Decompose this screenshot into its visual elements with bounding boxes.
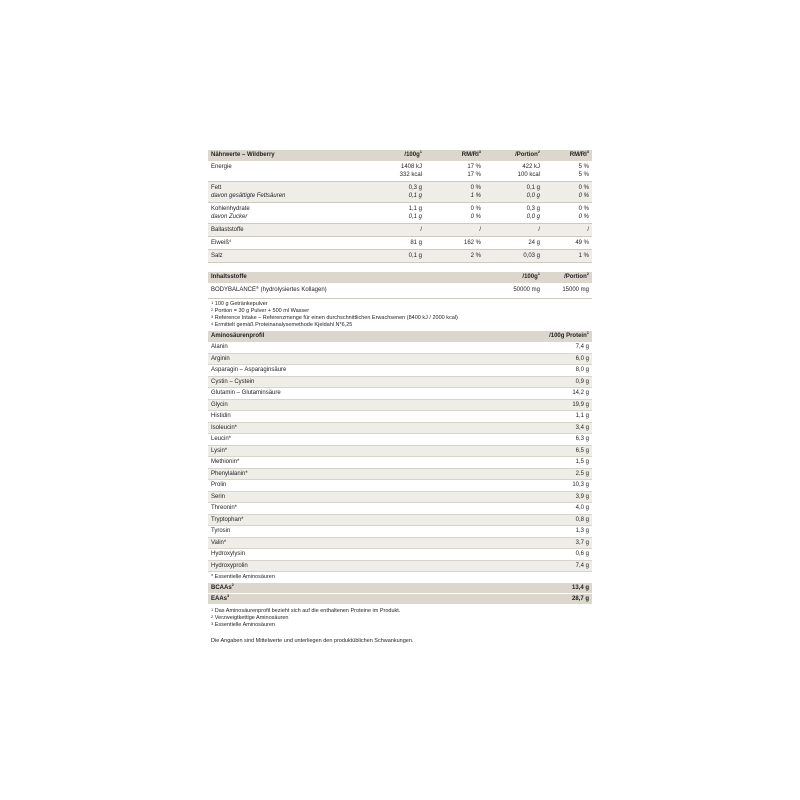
essential-note-row — [208, 572, 592, 584]
nutrient-value-secondary: 100 kcal — [517, 172, 540, 178]
amino-header-row — [208, 331, 592, 342]
ingredients-header-label — [208, 272, 484, 283]
amino-value: 0,6 g — [528, 549, 592, 561]
nutrient-value-cell — [425, 250, 484, 263]
nutrition-row — [208, 237, 592, 250]
amino-value: 6,5 g — [528, 445, 592, 457]
footnote-ref: 3 — [478, 150, 481, 154]
nutrient-value-secondary: 0,0 g — [526, 193, 540, 199]
amino-row — [208, 468, 592, 480]
amino-value: 1,1 g — [528, 411, 592, 423]
nutrient-name: Salz — [211, 253, 223, 259]
ingredient-per100g: 50000 mg — [484, 283, 543, 299]
nutrient-value: 0,03 g — [523, 253, 540, 259]
ingredient-portion: 15000 mg — [543, 283, 592, 299]
amino-name: Histidin — [208, 411, 528, 423]
nutrient-value: 1 % — [578, 253, 589, 259]
header-text: RM/RI — [569, 152, 587, 158]
footnote-ref: 1 — [537, 272, 540, 276]
nutrient-value-cell — [543, 161, 592, 182]
summary-label — [208, 594, 528, 605]
nutrient-subname: davon Zucker — [211, 214, 248, 220]
amino-name: Prolin — [208, 480, 528, 492]
summary-value: 13,4 g — [528, 583, 592, 594]
nutrient-label — [208, 250, 366, 263]
amino-name: Threonin* — [208, 503, 528, 515]
amino-row — [208, 411, 592, 423]
amino-value: 7,4 g — [528, 342, 592, 353]
amino-value: 2,5 g — [528, 468, 592, 480]
amino-value: 1,5 g — [528, 457, 592, 469]
nutrition-header-row — [208, 150, 592, 161]
footnote — [208, 308, 592, 315]
amino-name: Serin — [208, 491, 528, 503]
amino-row — [208, 422, 592, 434]
nutrition-header-portion — [484, 150, 543, 161]
summary-name: BCAAs — [211, 585, 232, 591]
amino-name: Hydroxylysin — [208, 549, 528, 561]
amino-acid-table — [208, 331, 592, 605]
nutrient-value-secondary: 0 % — [578, 214, 589, 220]
nutrient-value-cell — [484, 182, 543, 203]
essential-note: * Essentielle Aminosäuren — [211, 574, 275, 580]
footnote-ref: 4 — [229, 238, 232, 243]
nutrient-value: 17 % — [467, 164, 481, 170]
nutrient-value: 0 % — [578, 185, 589, 191]
nutrient-value: 0,1 g — [526, 185, 540, 191]
nutrient-value: 0,3 g — [526, 206, 540, 212]
nutrient-value: 49 % — [575, 240, 589, 246]
nutrient-value-cell — [425, 237, 484, 250]
nutrient-value-cell — [425, 161, 484, 182]
nutrient-value: 24 g — [528, 240, 540, 246]
amino-row — [208, 457, 592, 469]
footnote-text: Das Aminosäurenprofil bezieht sich auf die enthaltenen Proteine im Produkt. — [214, 608, 401, 614]
footnote — [208, 622, 592, 629]
amino-row — [208, 503, 592, 515]
nutrient-value-cell — [366, 237, 425, 250]
amino-name: Glycin — [208, 399, 528, 411]
ingredients-table — [208, 272, 592, 299]
amino-name: Leucin* — [208, 434, 528, 446]
nutrient-value-cell — [366, 203, 425, 224]
nutrient-value-cell — [543, 250, 592, 263]
header-text: /100g — [522, 274, 538, 280]
nutrient-value-cell — [484, 250, 543, 263]
nutrient-value-secondary: 5 % — [578, 172, 589, 178]
nutrient-value: 81 g — [410, 240, 422, 246]
header-text: /100g — [404, 152, 420, 158]
amino-row — [208, 388, 592, 400]
amino-name: Methionin* — [208, 457, 528, 469]
nutrient-value: 0 % — [470, 206, 481, 212]
nutrient-label — [208, 182, 366, 203]
nutrient-value-secondary: 0,1 g — [408, 193, 422, 199]
footnote-ref: 1 — [419, 150, 422, 154]
footnote-text: Verzweigtkettige Aminosäuren — [214, 615, 289, 621]
ingredients-header-portion — [543, 272, 592, 283]
nutrient-label — [208, 203, 366, 224]
nutrient-value-cell — [366, 161, 425, 182]
header-text: Aminosäurenprofil — [211, 333, 265, 339]
amino-name: Lysin* — [208, 445, 528, 457]
footnote-number: 4 — [211, 321, 214, 326]
nutrition-row — [208, 182, 592, 203]
nutrition-header-label — [208, 150, 366, 161]
nutrient-value-secondary: 332 kcal — [399, 172, 422, 178]
nutrient-subname: davon gesättigte Fettsäuren — [211, 193, 286, 199]
nutrient-value-secondary: 0 % — [578, 193, 589, 199]
header-text: /Portion — [515, 152, 538, 158]
amino-value: 8,0 g — [528, 365, 592, 377]
footnote-number: 1 — [211, 300, 214, 305]
nutrient-value-cell — [484, 237, 543, 250]
footnote-ref: 2 — [586, 272, 589, 276]
header-text: /100g Protein — [549, 333, 587, 339]
nutrient-value-cell — [366, 250, 425, 263]
ingredient-name: BODYBALANCE — [211, 287, 257, 293]
footnote — [208, 615, 592, 622]
amino-value: 0,9 g — [528, 376, 592, 388]
amino-row — [208, 560, 592, 572]
nutrition-sheet — [208, 150, 592, 645]
nutrient-label — [208, 161, 366, 182]
nutrient-value-cell — [484, 224, 543, 237]
nutrition-row — [208, 224, 592, 237]
nutrient-name: Kohlenhydrate — [211, 206, 250, 212]
summary-value: 28,7 g — [528, 594, 592, 605]
nutrient-value-secondary: 17 % — [467, 172, 481, 178]
nutrition-header-ri2 — [543, 150, 592, 161]
nutrient-value-cell — [543, 203, 592, 224]
header-text: Nährwerte – Wildberry — [211, 152, 275, 158]
nutrient-value-cell — [543, 182, 592, 203]
nutrient-value: 1,1 g — [408, 206, 422, 212]
footnote-ref: 3 — [586, 150, 589, 154]
nutrient-value: 0 % — [578, 206, 589, 212]
summary-label — [208, 583, 528, 594]
nutrient-name: Energie — [211, 164, 232, 170]
footnote-number: 2 — [211, 307, 214, 312]
ingredient-label — [208, 283, 484, 299]
amino-name: Alanin — [208, 342, 528, 353]
header-text: /Portion — [564, 274, 587, 280]
summary-name: EAAs — [211, 596, 228, 602]
amino-summary-row — [208, 583, 592, 594]
footnote-number: 3 — [211, 314, 214, 319]
nutrient-value-cell — [425, 182, 484, 203]
amino-name: Valin* — [208, 537, 528, 549]
disclaimer-text: Die Angaben sind Mittelwerte und unterliegen den produktüblichen Schwankungen. — [211, 638, 414, 644]
footnote — [208, 301, 592, 308]
footnote-number: 1 — [211, 607, 214, 612]
nutrient-value: 2 % — [470, 253, 481, 259]
header-text: Inhaltsstoffe — [211, 274, 247, 280]
ingredients-header-per100g — [484, 272, 543, 283]
amino-row — [208, 537, 592, 549]
nutrition-row — [208, 161, 592, 182]
nutrient-value-cell — [366, 182, 425, 203]
amino-row — [208, 365, 592, 377]
footnote-text: Ermittelt gemäß Proteinanalysemethode Kjeldahl N*6,25 — [214, 322, 353, 328]
footnote-number: 3 — [211, 621, 214, 626]
nutrient-value: / — [479, 227, 481, 233]
nutrient-value-secondary: 0,1 g — [408, 214, 422, 220]
footnote-ref: 2 — [537, 150, 540, 154]
nutrient-value: / — [587, 227, 589, 233]
registered-mark: ® — [256, 285, 259, 290]
amino-name: Arginin — [208, 353, 528, 365]
nutrient-name: Fett — [211, 185, 222, 191]
footnote-ref: 1 — [586, 331, 589, 335]
amino-value: 6,3 g — [528, 434, 592, 446]
amino-value: 19,9 g — [528, 399, 592, 411]
nutrient-value-secondary: 0 % — [470, 214, 481, 220]
footnote — [208, 608, 592, 615]
amino-row — [208, 549, 592, 561]
nutrient-name: Ballaststoffe — [211, 227, 244, 233]
amino-value: 3,4 g — [528, 422, 592, 434]
amino-value: 4,0 g — [528, 503, 592, 515]
nutrient-value: 0,3 g — [408, 185, 422, 191]
amino-row — [208, 491, 592, 503]
nutrient-value: 5 % — [578, 164, 589, 170]
footnote-text: Reference Intake – Referenzmenge für einen durchschnittlichen Erwachsenen (8400 kJ / 2000 kcal) — [214, 315, 458, 321]
amino-name: Hydroxyprolin — [208, 560, 528, 572]
footnote-ref: 2 — [231, 583, 234, 587]
amino-row — [208, 445, 592, 457]
nutrient-value-cell — [543, 237, 592, 250]
nutrient-value: / — [420, 227, 422, 233]
nutrition-header-ri1 — [425, 150, 484, 161]
amino-name: Cystin – Cystein — [208, 376, 528, 388]
footnotes-top — [208, 301, 592, 329]
nutrient-value: 422 kJ — [522, 164, 540, 170]
nutrition-row — [208, 250, 592, 263]
footnote — [208, 315, 592, 322]
ingredients-header-row — [208, 272, 592, 283]
nutrient-value-cell — [425, 203, 484, 224]
footnote-ref: 3 — [227, 593, 230, 598]
nutrient-value: / — [538, 227, 540, 233]
nutrient-value-cell — [366, 224, 425, 237]
footnote — [208, 322, 592, 329]
amino-value: 3,9 g — [528, 491, 592, 503]
footnotes-bottom — [208, 608, 592, 629]
nutrient-value: 0 % — [470, 185, 481, 191]
amino-row — [208, 514, 592, 526]
footnote-text: Portion = 30 g Pulver + 500 ml Wasser — [214, 308, 310, 314]
ingredient-desc: (hydrolysiertes Kollagen) — [258, 287, 327, 293]
nutrient-name: Eiweiß — [211, 240, 230, 246]
footnote-text: Essentielle Aminosäuren — [214, 622, 275, 628]
amino-value: 14,2 g — [528, 388, 592, 400]
amino-value: 1,3 g — [528, 526, 592, 538]
amino-header-per100g-protein — [528, 331, 592, 342]
nutrient-label — [208, 237, 366, 250]
amino-summary-row — [208, 594, 592, 605]
amino-name: Asparagin – Asparaginsäure — [208, 365, 528, 377]
amino-value: 3,7 g — [528, 537, 592, 549]
nutrition-table — [208, 150, 592, 263]
amino-header-label — [208, 331, 528, 342]
nutrient-value: 162 % — [463, 240, 481, 246]
amino-value: 0,8 g — [528, 514, 592, 526]
nutrient-value-secondary: 0,0 g — [526, 214, 540, 220]
footnote-text: 100 g Getränkepulver — [214, 301, 268, 307]
amino-row — [208, 480, 592, 492]
amino-value: 10,3 g — [528, 480, 592, 492]
nutrient-value: 0,1 g — [408, 253, 422, 259]
amino-row — [208, 376, 592, 388]
nutrient-value: 1408 kJ — [400, 164, 422, 170]
amino-name: Glutamin – Glutaminsäure — [208, 388, 528, 400]
amino-row — [208, 434, 592, 446]
nutrient-value-cell — [484, 161, 543, 182]
amino-value: 7,4 g — [528, 560, 592, 572]
header-text: RM/RI — [461, 152, 479, 158]
nutrient-value-cell — [484, 203, 543, 224]
nutrition-row — [208, 203, 592, 224]
amino-name: Tyrosin — [208, 526, 528, 538]
amino-row — [208, 526, 592, 538]
nutrient-value-secondary: 1 % — [470, 193, 481, 199]
footnote-number: 2 — [211, 614, 214, 619]
nutrition-header-per100g — [366, 150, 425, 161]
nutrient-value-cell — [425, 224, 484, 237]
nutrient-value-cell — [543, 224, 592, 237]
amino-row — [208, 342, 592, 353]
ingredient-row — [208, 283, 592, 299]
nutrient-label — [208, 224, 366, 237]
amino-name: Isoleucin* — [208, 422, 528, 434]
amino-row — [208, 353, 592, 365]
amino-row — [208, 399, 592, 411]
amino-value: 6,0 g — [528, 353, 592, 365]
amino-name: Phenylalanin* — [208, 468, 528, 480]
amino-name: Tryptophan* — [208, 514, 528, 526]
